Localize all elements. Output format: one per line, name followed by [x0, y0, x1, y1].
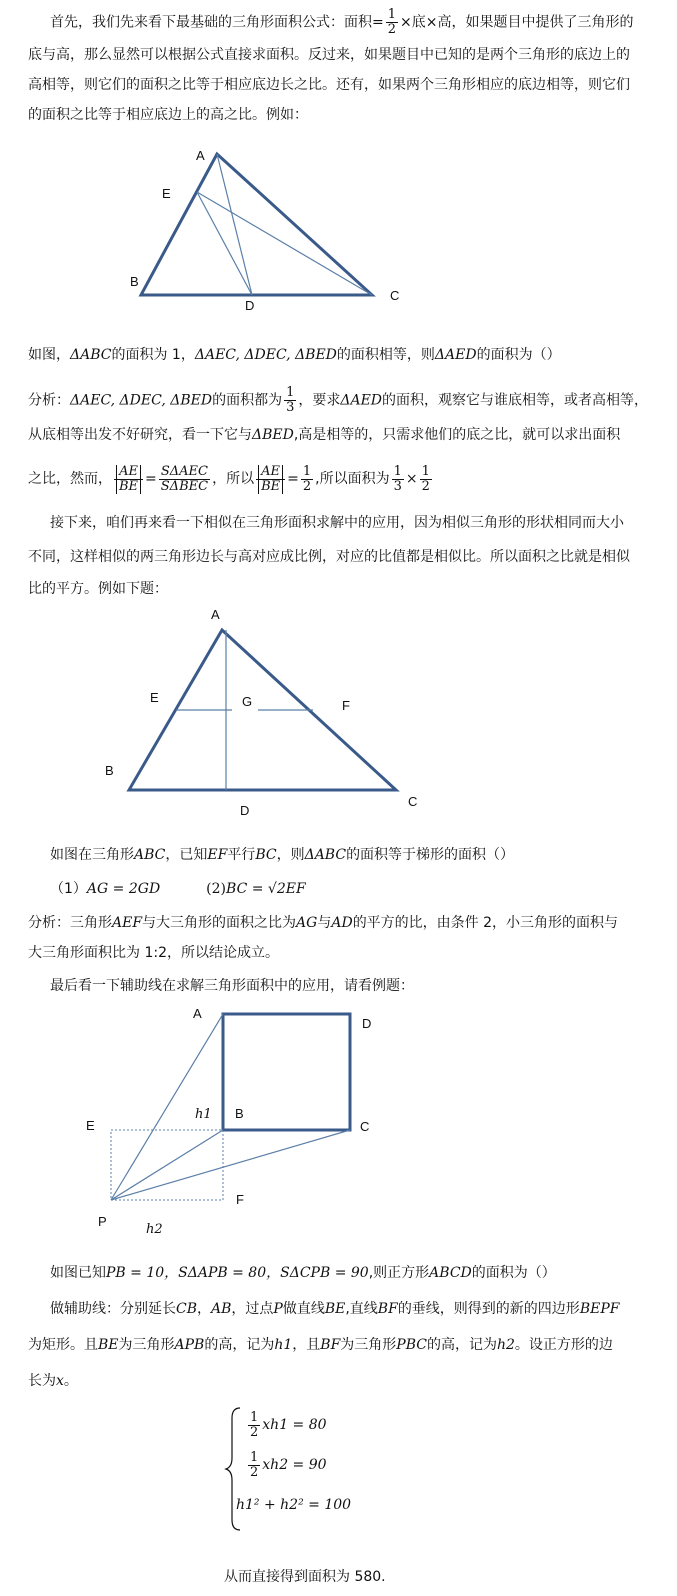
- analysis-1-line-1: 分析：ΔAEC, ΔDEC, ΔBED的面积都为 $\frac{1}{3}$ ，要求ΔAED的面积，观察它与谁底相等，或者高相等，: [28, 385, 649, 415]
- similarity-line-1: 接下来，咱们再来看一下相似在三角形面积求解中的应用，因为相似三角形的形状相同而大小: [50, 515, 624, 531]
- fig1-label-d: D: [245, 298, 255, 313]
- fig2-label-a: A: [211, 607, 220, 622]
- auxiliary-lines-intro: 最后看一下辅助线在求解三角形面积中的应用，请看例题：: [50, 978, 414, 994]
- figure-1-triangle-abc: [0, 140, 677, 320]
- fig3-label-b: B: [235, 1106, 244, 1121]
- ratio-ae-be: $\frac{AE}{BE}$: [114, 465, 143, 494]
- triangle-abc-outline: [141, 154, 372, 295]
- fig3-label-p: P: [98, 1214, 107, 1229]
- fraction-one-half-2: $\frac{1}{2}$: [302, 463, 312, 494]
- intro-line-1: 首先，我们先来看下最基础的三角形面积公式：面积= $\frac{1}{2}$ ×底×高，如果题目中提供了三角形的: [50, 7, 634, 37]
- fig2-label-g: G: [242, 694, 253, 709]
- fig3-label-a: A: [193, 1006, 202, 1021]
- similarity-line-3: 比的平方。例如下题：: [28, 581, 168, 597]
- equation-3: h1² + h2² = 100: [236, 1497, 352, 1513]
- question-3: 如图已知PB = 10，SΔAPB = 80，SΔCPB = 90,则正方形ABCD的面积为（）: [50, 1265, 556, 1281]
- segment-ed: [197, 192, 252, 295]
- fig1-label-e: E: [162, 186, 171, 201]
- conclusion: 从而直接得到面积为 580.: [224, 1569, 386, 1585]
- equation-2: $\frac{1}{2}$ xh2 = 90: [250, 1449, 327, 1480]
- fraction-one-third-2: $\frac{1}{3}$: [393, 463, 402, 494]
- segment-pb: [111, 1130, 223, 1200]
- fig3-label-h1: h1: [195, 1107, 212, 1122]
- fig2-label-b: B: [105, 763, 114, 778]
- ratio-area-aec-bec: $\frac{\text{SΔAEC}}{\text{SΔBEC}}$: [160, 463, 209, 494]
- fraction-one-third: $\frac{1}{3}$: [286, 385, 295, 415]
- figure-2-similar-triangles: [0, 605, 677, 825]
- analysis-2-line-2: 大三角形面积比为 1:2，所以结论成立。: [28, 945, 279, 961]
- intro-line-3: 高相等，则它们的面积之比等于相应底边长之比。还有，如果两个三角形相应的底边相等，则它们: [28, 77, 630, 93]
- fig3-label-h2: h2: [146, 1222, 163, 1237]
- question-2-conditions: （1）AG = 2GD (2)BC = √2EF: [50, 881, 306, 897]
- equation-1: $\frac{1}{2}$ xh1 = 80: [250, 1409, 327, 1440]
- fig2-label-c: C: [408, 794, 418, 809]
- intro-line-2: 底与高，那么显然可以根据公式直接求面积。反过来，如果题目中已知的是两个三角形的底边上的: [28, 47, 630, 63]
- similarity-line-2: 不同，这样相似的两三角形边长与高对应成比例，对应的比值都是相似比。所以面积之比就是相似: [28, 549, 630, 565]
- ratio-ae-be-2: $\frac{AE}{BE}$: [256, 465, 285, 494]
- figure-3-square-abcd: [0, 1000, 677, 1240]
- fig3-label-f: F: [236, 1192, 244, 1207]
- fraction-one-half-3: $\frac{1}{2}$: [421, 463, 430, 494]
- analysis-1-line-3: 之比，然而， $\frac{AE}{BE}$ = $\frac{\text{SΔAEC}}{\text{SΔBEC}}$ ，所以 $\frac{AE}{BE}$ = $\frac{1}{2}$ ,所以面积为 $\frac{1}{3}$ × $\frac{1}{2}$: [28, 463, 430, 494]
- fig1-label-a: A: [196, 148, 205, 163]
- fig2-label-f: F: [342, 698, 350, 713]
- intro-line-4: 的面积之比等于相应底边上的高之比。例如：: [28, 107, 308, 123]
- question-2: 如图在三角形ABC，已知EF平行BC，则ΔABC的面积等于梯形的面积（）: [50, 847, 515, 863]
- fig1-label-b: B: [130, 274, 139, 289]
- analysis-1-line-2: 从底相等出发不好研究，看一下它与ΔBED,高是相等的，只需求他们的底之比，就可以求出面积: [28, 427, 621, 443]
- analysis-2-line-1: 分析：三角形AEF与大三角形的面积之比为AG与AD的平方的比，由条件 2，小三角形的面积与: [28, 915, 619, 931]
- fig3-label-c: C: [360, 1119, 370, 1134]
- fig3-label-e: E: [86, 1118, 95, 1133]
- analysis-3-line-1: 做辅助线：分别延长CB，AB，过点P做直线BE,直线BF的垂线，则得到的新的四边形BEPF: [50, 1301, 620, 1317]
- question-1: 如图，ΔABC的面积为 1，ΔAEC, ΔDEC, ΔBED的面积相等，则ΔAED的面积为（）: [28, 347, 561, 363]
- analysis-3-line-2: 为矩形。且BE为三角形APB的高，记为h1，且BF为三角形PBC的高，记为h2。设正方形的边: [28, 1337, 613, 1353]
- segment-ec: [197, 192, 372, 295]
- fig2-label-e: E: [150, 690, 159, 705]
- analysis-3-line-3: 长为x。: [28, 1373, 78, 1389]
- fraction-one-half: $\frac{1}{2}$: [387, 7, 397, 37]
- fig3-label-d: D: [362, 1016, 372, 1031]
- segment-ad: [217, 154, 252, 295]
- fig2-label-d: D: [240, 803, 250, 818]
- fig1-label-c: C: [390, 288, 400, 303]
